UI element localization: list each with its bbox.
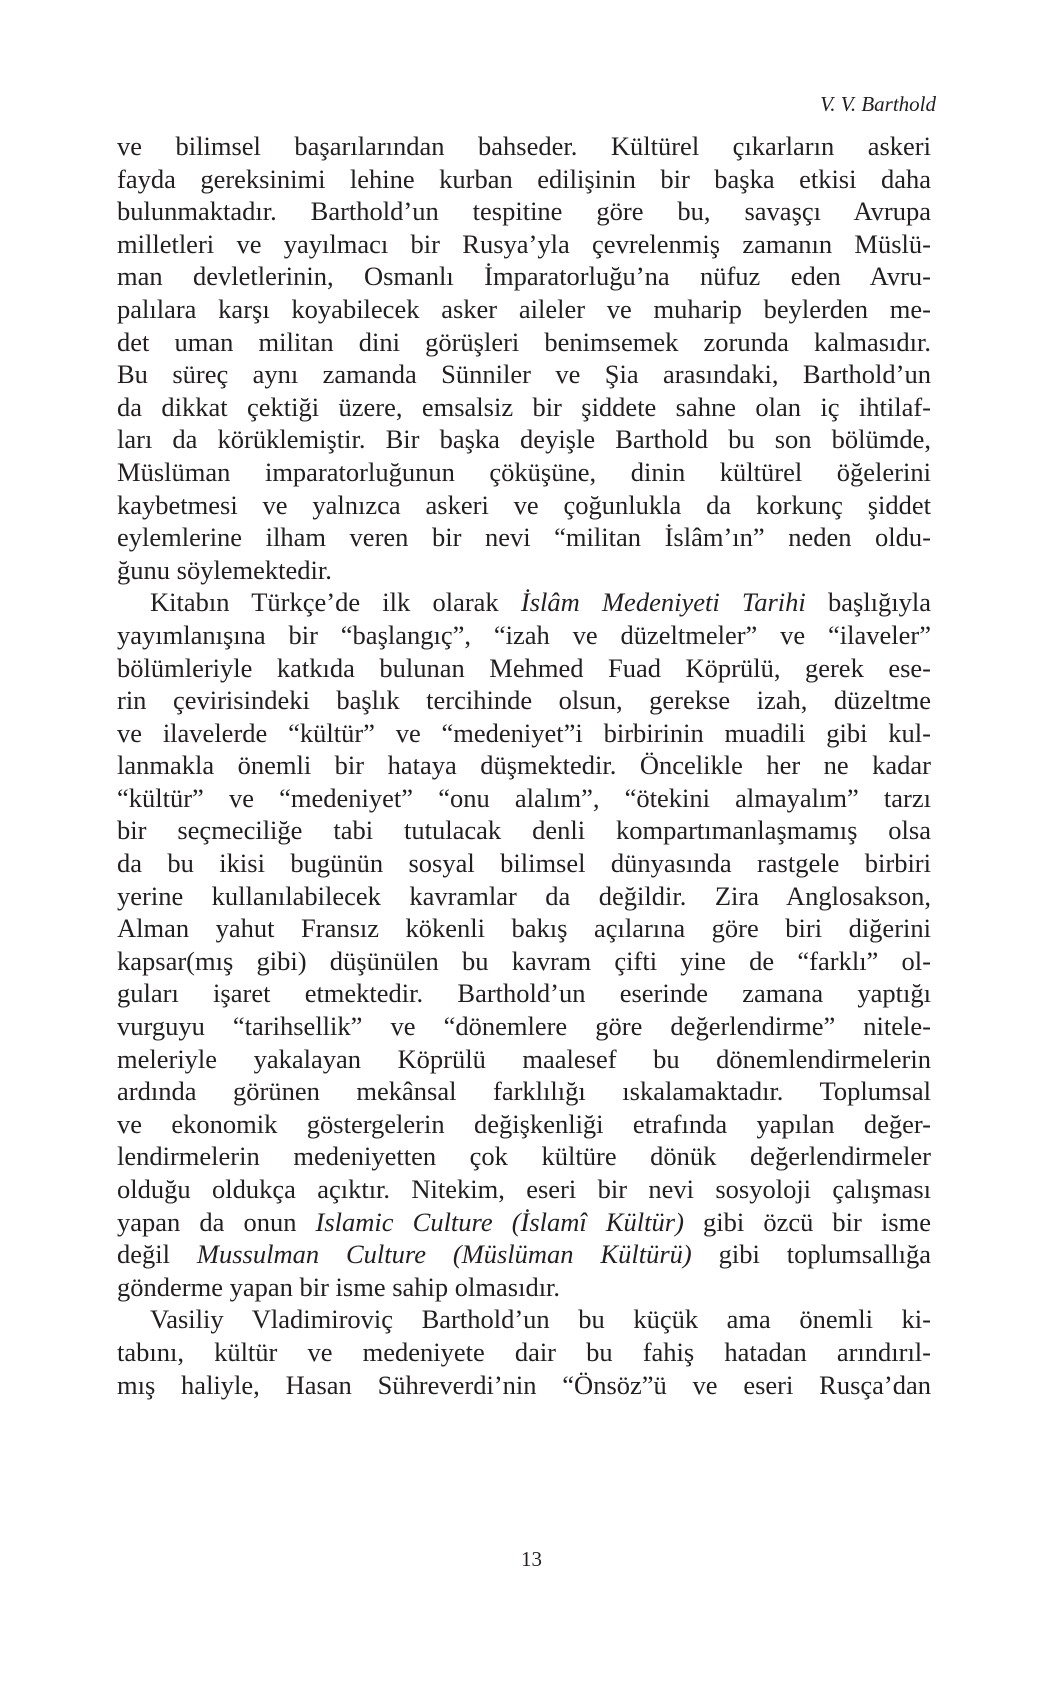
text-line [117,814,931,847]
text-segment: ğunu söylemektedir. [117,554,332,585]
text-segment: Vasiliy Vladimiroviç Barthold’un bu küçük ama önemli ki- [150,1304,931,1335]
body-text [117,130,931,1401]
text-line [117,1271,931,1304]
text-line [117,945,931,978]
text-segment: milletleri ve yayılmacı bir Rusya’yla çevrelenmiş zamanın Müslü- [117,228,931,259]
text-line [117,717,931,750]
text-segment: lendirmelerin medeniyetten çok kültüre dönük değerlendirmeler [117,1141,931,1172]
text-line [117,423,931,456]
text-segment: eylemlerine ilham veren bir nevi “militan İslâm’ın” neden oldu- [117,522,931,553]
text-segment: bir seçmeciliğe tabi tutulacak denli kompartımanlaşmamış olsa [117,815,931,846]
text-segment: “kültür” ve “medeniyet” “onu alalım”, “ötekini almayalım” tarzı [117,782,931,813]
text-line [117,847,931,880]
text-segment: Kitabın Türkçe’de ilk olarak [150,587,521,618]
text-line [117,1336,931,1369]
text-line [117,1173,931,1206]
text-line [117,1108,931,1141]
text-segment: palılara karşı koyabilecek asker aileler ve muharip beylerden me- [117,293,931,324]
text-line [117,1043,931,1076]
text-line [117,326,931,359]
text-line [117,912,931,945]
text-line [117,358,931,391]
text-line [117,391,931,424]
text-segment: mış haliyle, Hasan Sühreverdi’nin “Önsöz”ü ve eseri Rusça’dan [117,1369,931,1400]
text-segment: det uman militan dini görüşleri benimsemek zorunda kalmasıdır. [117,326,931,357]
text-segment: yayımlanışına bir “başlangıç”, “izah ve düzeltmeler” ve “ilaveler” [117,619,931,650]
text-segment: ve ekonomik göstergelerin değişkenliği etrafında yapılan değer- [117,1108,931,1139]
text-line [117,1140,931,1173]
text-segment: yapan da onun [117,1206,316,1237]
text-segment: guları işaret etmektedir. Barthold’un eserinde zamana yaptığı [117,978,931,1009]
text-segment: değil [117,1239,197,1270]
text-segment: fayda gereksinimi lehine kurban edilişinin bir başka etkisi daha [117,163,931,194]
text-line [117,782,931,815]
text-line [117,489,931,522]
text-segment: kaybetmesi ve yalnızca askeri ve çoğunlukla da korkunç şiddet [117,489,931,520]
text-line [117,456,931,489]
text-segment: ve ilavelerde “kültür” ve “medeniyet”i birbirinin muadili gibi kul- [117,717,931,748]
text-line [117,130,931,163]
text-line [117,521,931,554]
text-line [117,1369,931,1402]
text-line [117,880,931,913]
text-segment: Bu süreç aynı zamanda Sünniler ve Şia arasındaki, Barthold’un [117,359,931,390]
text-line [117,260,931,293]
text-segment: kapsar(mış gibi) düşünülen bu kavram çifti yine de “farklı” ol- [117,945,931,976]
text-line [117,163,931,196]
text-segment: da dikkat çektiği üzere, emsalsiz bir şiddete sahne olan iç ihtilaf- [117,391,931,422]
text-line [117,977,931,1010]
text-line [117,1206,931,1239]
text-segment: meleriyle yakalayan Köprülü maalesef bu dönemlendirmelerin [117,1043,931,1074]
text-segment: yerine kullanılabilecek kavramlar da değildir. Zira Anglosakson, [117,880,931,911]
text-line [117,684,931,717]
text-line [117,652,931,685]
text-segment: olduğu oldukça açıktır. Nitekim, eseri bir nevi sosyoloji çalışması [117,1174,931,1204]
text-segment: gibi toplumsallığa [691,1239,931,1270]
text-line [117,586,931,619]
italic-title: Mussulman Culture (Müslüman Kültürü) [196,1239,692,1270]
text-line [117,749,931,782]
text-segment: gibi özcü bir isme [683,1206,931,1237]
text-segment: ve bilimsel başarılarından bahseder. Kültürel çıkarların askeri [117,131,931,161]
text-segment: gönderme yapan bir isme sahip olmasıdır. [117,1271,561,1302]
running-head: V. V. Barthold [820,92,936,116]
text-segment: da bu ikisi bugünün sosyal bilimsel dünyasında rastgele birbiri [117,848,931,879]
italic-title: Islamic Culture (İslamî Kültür) [315,1206,684,1237]
text-line [117,1238,931,1271]
text-segment: rin çevirisindeki başlık tercihinde olsun, gerekse izah, düzeltme [117,685,931,716]
text-line [117,1303,931,1336]
text-line [117,228,931,261]
text-line [117,293,931,326]
text-segment: ardında görünen mekânsal farklılığı ıskalamaktadır. Toplumsal [117,1076,931,1107]
text-line [117,554,931,587]
text-segment: tabını, kültür ve medeniyete dair bu fahiş hatadan arındırıl- [117,1336,931,1367]
text-segment: Alman yahut Fransız kökenli bakış açılarına göre biri diğerini [117,913,931,944]
text-segment: bulunmaktadır. Barthold’un tespitine göre bu, savaşçı Avrupa [117,196,931,227]
text-line [117,1075,931,1108]
text-line [117,1010,931,1043]
text-segment: bölümleriyle katkıda bulunan Mehmed Fuad Köprülü, gerek ese- [117,652,931,683]
page-number: 13 [521,1547,542,1571]
text-segment: man devletlerinin, Osmanlı İmparatorluğu’na nüfuz eden Avru- [117,261,931,292]
italic-title: İslâm Medeniyeti Tarihi [520,587,806,618]
text-segment: başlığıyla [805,587,931,618]
text-segment: Müslüman imparatorluğunun çöküşüne, dinin kültürel öğelerini [117,456,931,487]
text-line [117,195,931,228]
text-segment: ları da körüklemiştir. Bir başka deyişle Barthold bu son bölümde, [117,424,931,455]
text-segment: lanmakla önemli bir hataya düşmektedir. Öncelikle her ne kadar [117,750,931,781]
text-segment: vurguyu “tarihsellik” ve “dönemlere göre değerlendirme” nitele- [117,1011,931,1042]
text-line [117,619,931,652]
